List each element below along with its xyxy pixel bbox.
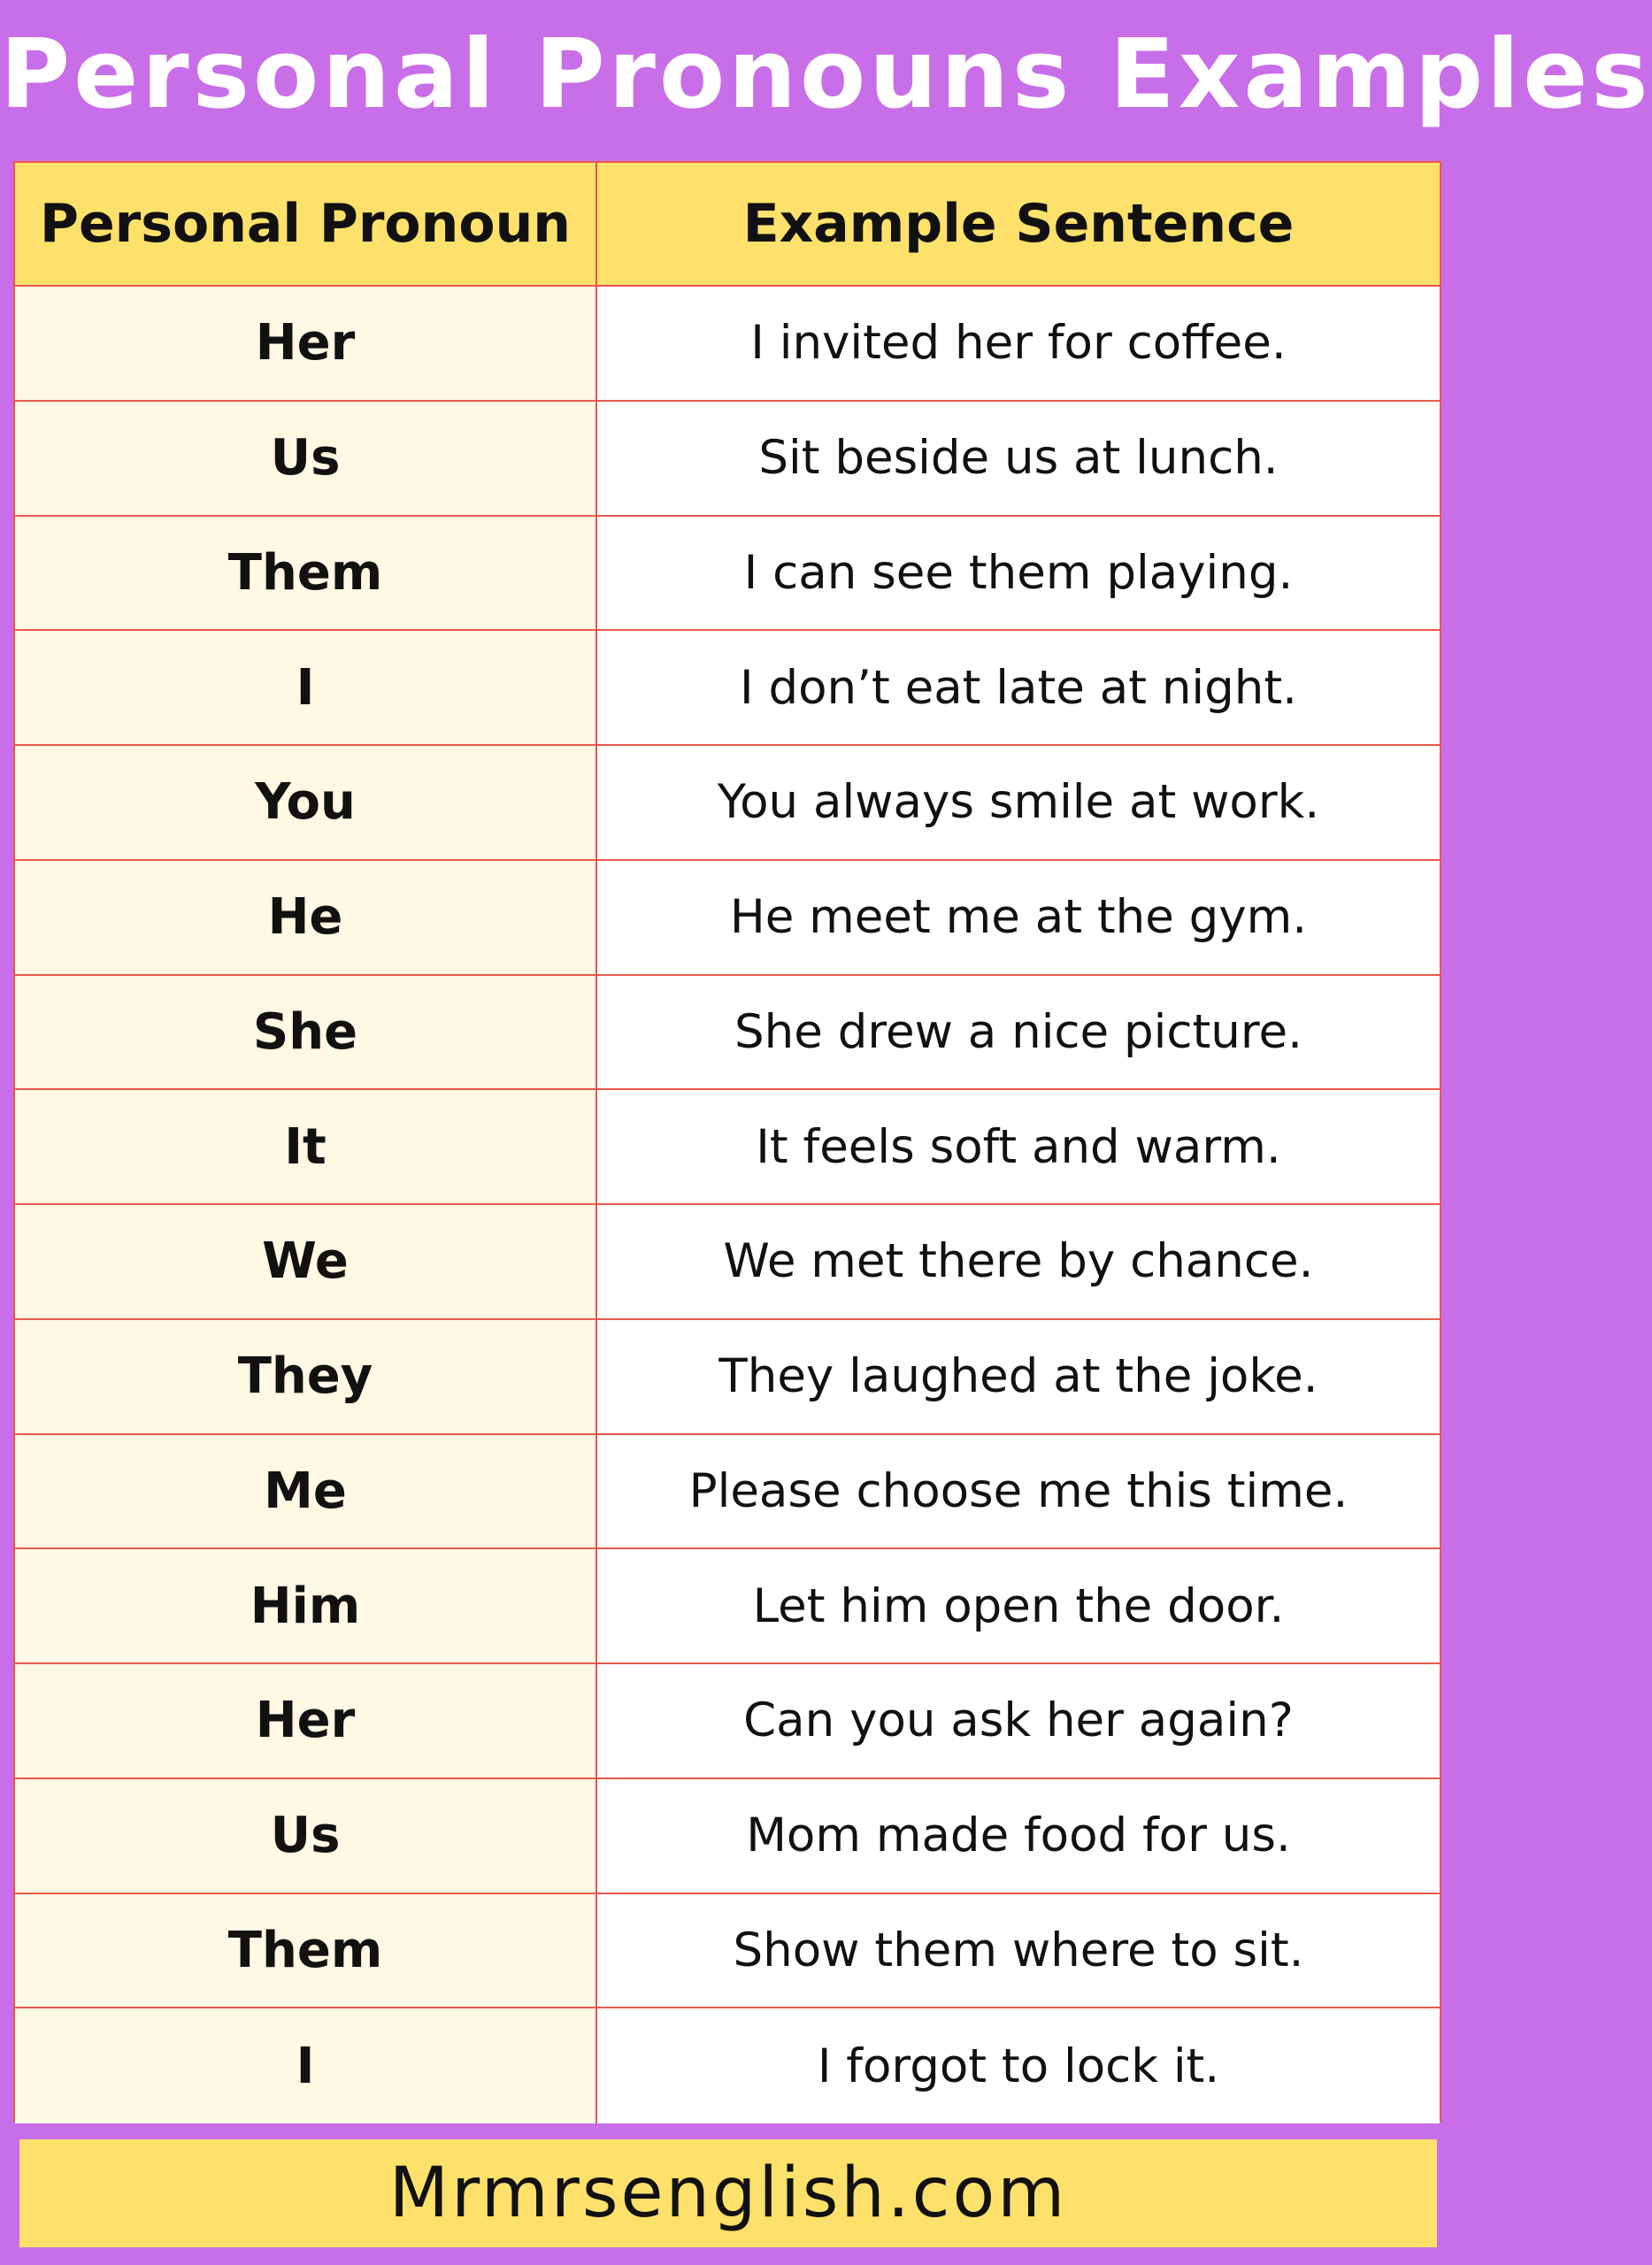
sentence-cell: I forgot to lock it.	[597, 2008, 1440, 2123]
pronoun-cell: Them	[15, 517, 597, 630]
table-row	[15, 1435, 1440, 1550]
sentence-cell: Let him open the door.	[597, 1549, 1440, 1662]
pronoun-table	[13, 161, 1441, 2122]
header-pronoun: Personal Pronoun	[15, 163, 597, 285]
pronoun-cell: I	[15, 2008, 597, 2123]
pronoun-cell: Me	[15, 1435, 597, 1548]
pronoun-cell: He	[15, 861, 597, 974]
sentence-cell: I can see them playing.	[597, 517, 1440, 630]
pronoun-cell: It	[15, 1090, 597, 1203]
sentence-cell: We met there by chance.	[597, 1205, 1440, 1318]
table-row	[15, 861, 1440, 976]
pronoun-cell: You	[15, 746, 597, 859]
pronoun-cell: Them	[15, 1894, 597, 2008]
sentence-cell: Mom made food for us.	[597, 1779, 1440, 1893]
table-row	[15, 631, 1440, 746]
sentence-cell: You always smile at work.	[597, 746, 1440, 859]
table-row	[15, 1320, 1440, 1435]
pronoun-cell: Her	[15, 1664, 597, 1777]
sentence-cell: They laughed at the joke.	[597, 1320, 1440, 1433]
sentence-cell: I invited her for coffee.	[597, 287, 1440, 400]
pronoun-cell: Her	[15, 287, 597, 400]
sentence-cell: I don’t eat late at night.	[597, 631, 1440, 744]
table-row	[15, 746, 1440, 861]
table-row	[15, 1205, 1440, 1320]
pronoun-cell: Him	[15, 1549, 597, 1662]
table-header-row	[15, 163, 1440, 287]
sentence-cell: He meet me at the gym.	[597, 861, 1440, 974]
table-row	[15, 1664, 1440, 1779]
sentence-cell: It feels soft and warm.	[597, 1090, 1440, 1203]
sentence-cell: Show them where to sit.	[597, 1894, 1440, 2008]
footer-website: Mrmrsenglish.com	[19, 2139, 1437, 2247]
table-row	[15, 1894, 1440, 2009]
header-sentence: Example Sentence	[742, 193, 1295, 255]
pronoun-cell: Us	[15, 1779, 597, 1893]
table-row	[15, 1090, 1440, 1205]
pronoun-cell: She	[15, 976, 597, 1089]
table-row	[15, 402, 1440, 517]
table-row	[15, 287, 1440, 402]
table-row	[15, 976, 1440, 1091]
pronoun-cell: We	[15, 1205, 597, 1318]
sentence-cell: Please choose me this time.	[597, 1435, 1440, 1548]
pronoun-cell: Us	[15, 402, 597, 515]
table-row	[15, 517, 1440, 632]
sentence-cell: Can you ask her again?	[597, 1664, 1440, 1777]
table-row	[15, 1549, 1440, 1664]
table-row	[15, 2008, 1440, 2123]
page-title: Personal Pronouns Examples	[0, 19, 1652, 130]
sentence-cell: Sit beside us at lunch.	[597, 402, 1440, 515]
table-row	[15, 1779, 1440, 1894]
pronoun-cell: I	[15, 631, 597, 744]
sentence-cell: She drew a nice picture.	[597, 976, 1440, 1089]
pronoun-cell: They	[15, 1320, 597, 1433]
